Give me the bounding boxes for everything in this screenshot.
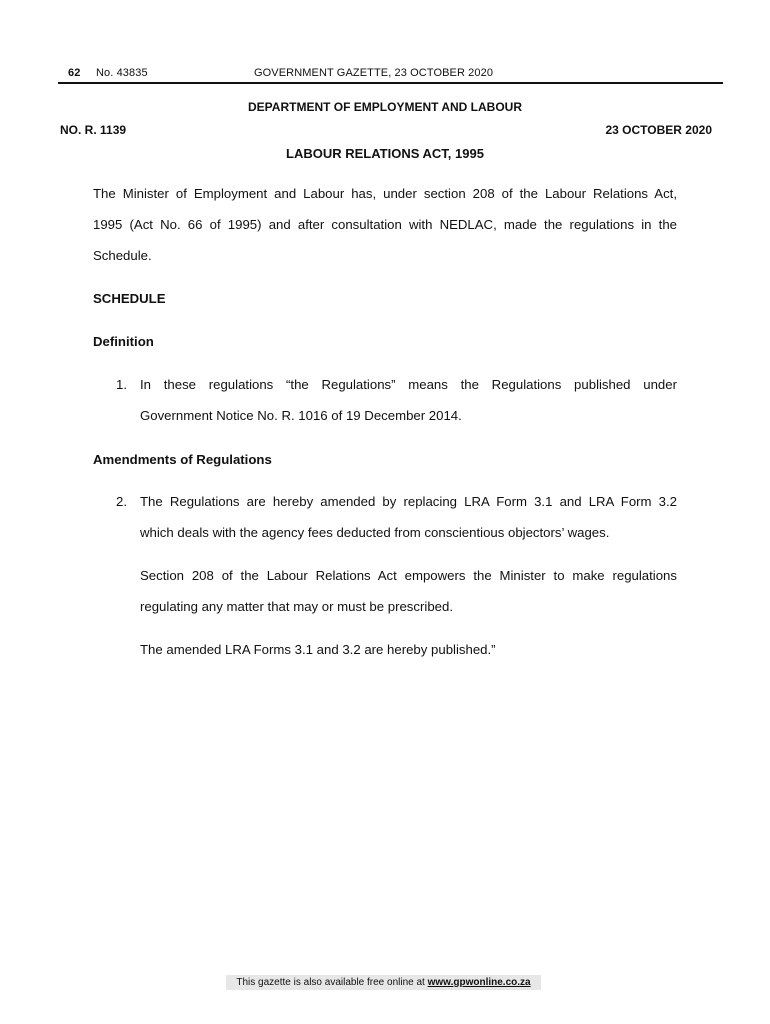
amendments-para2-line-2: regulating any matter that may or must be prescribed.: [140, 599, 453, 614]
running-header: [58, 63, 722, 81]
amendments-line-2: which deals with the agency fees deducted from conscientious objectors’ wages.: [140, 525, 610, 540]
notice-date: 23 OCTOBER 2020: [605, 123, 712, 137]
intro-line-1: The Minister of Employment and Labour has, under section 208 of the Labour Relations Act,: [93, 186, 677, 201]
header-rule: [58, 82, 723, 84]
intro-line-3: Schedule.: [93, 248, 152, 263]
footer-text: This gazette is also available free online at: [236, 977, 428, 988]
definition-item-number: 1.: [116, 377, 127, 392]
gazette-title: GOVERNMENT GAZETTE, 23 OCTOBER 2020: [254, 67, 494, 79]
page-number: 62: [68, 67, 81, 79]
footer-url-link[interactable]: www.gpwonline.co.za: [427, 977, 531, 988]
amendments-item-number: 2.: [116, 494, 127, 509]
amendments-para2-line-1: Section 208 of the Labour Relations Act empowers the Minister to make regulations: [140, 568, 677, 583]
act-title: LABOUR RELATIONS ACT, 1995: [286, 146, 484, 161]
amendments-line-1: The Regulations are hereby amended by replacing LRA Form 3.1 and LRA Form 3.2: [140, 494, 677, 509]
intro-line-2: 1995 (Act No. 66 of 1995) and after consultation with NEDLAC, made the regulations in the: [93, 217, 677, 232]
issue-number: No. 43835: [96, 67, 148, 79]
amendments-heading: Amendments of Regulations: [93, 452, 272, 467]
definition-line-2: Government Notice No. R. 1016 of 19 December 2014.: [140, 408, 462, 423]
notice-number: NO. R. 1139: [60, 123, 127, 137]
footer-banner: [226, 975, 541, 990]
definition-line-1: In these regulations “the Regulations” means the Regulations published under: [140, 377, 677, 392]
definition-heading: Definition: [93, 334, 154, 349]
amendments-para3: The amended LRA Forms 3.1 and 3.2 are hereby published.”: [140, 642, 496, 657]
department-heading: DEPARTMENT OF EMPLOYMENT AND LABOUR: [248, 100, 522, 114]
schedule-heading: SCHEDULE: [93, 291, 166, 306]
